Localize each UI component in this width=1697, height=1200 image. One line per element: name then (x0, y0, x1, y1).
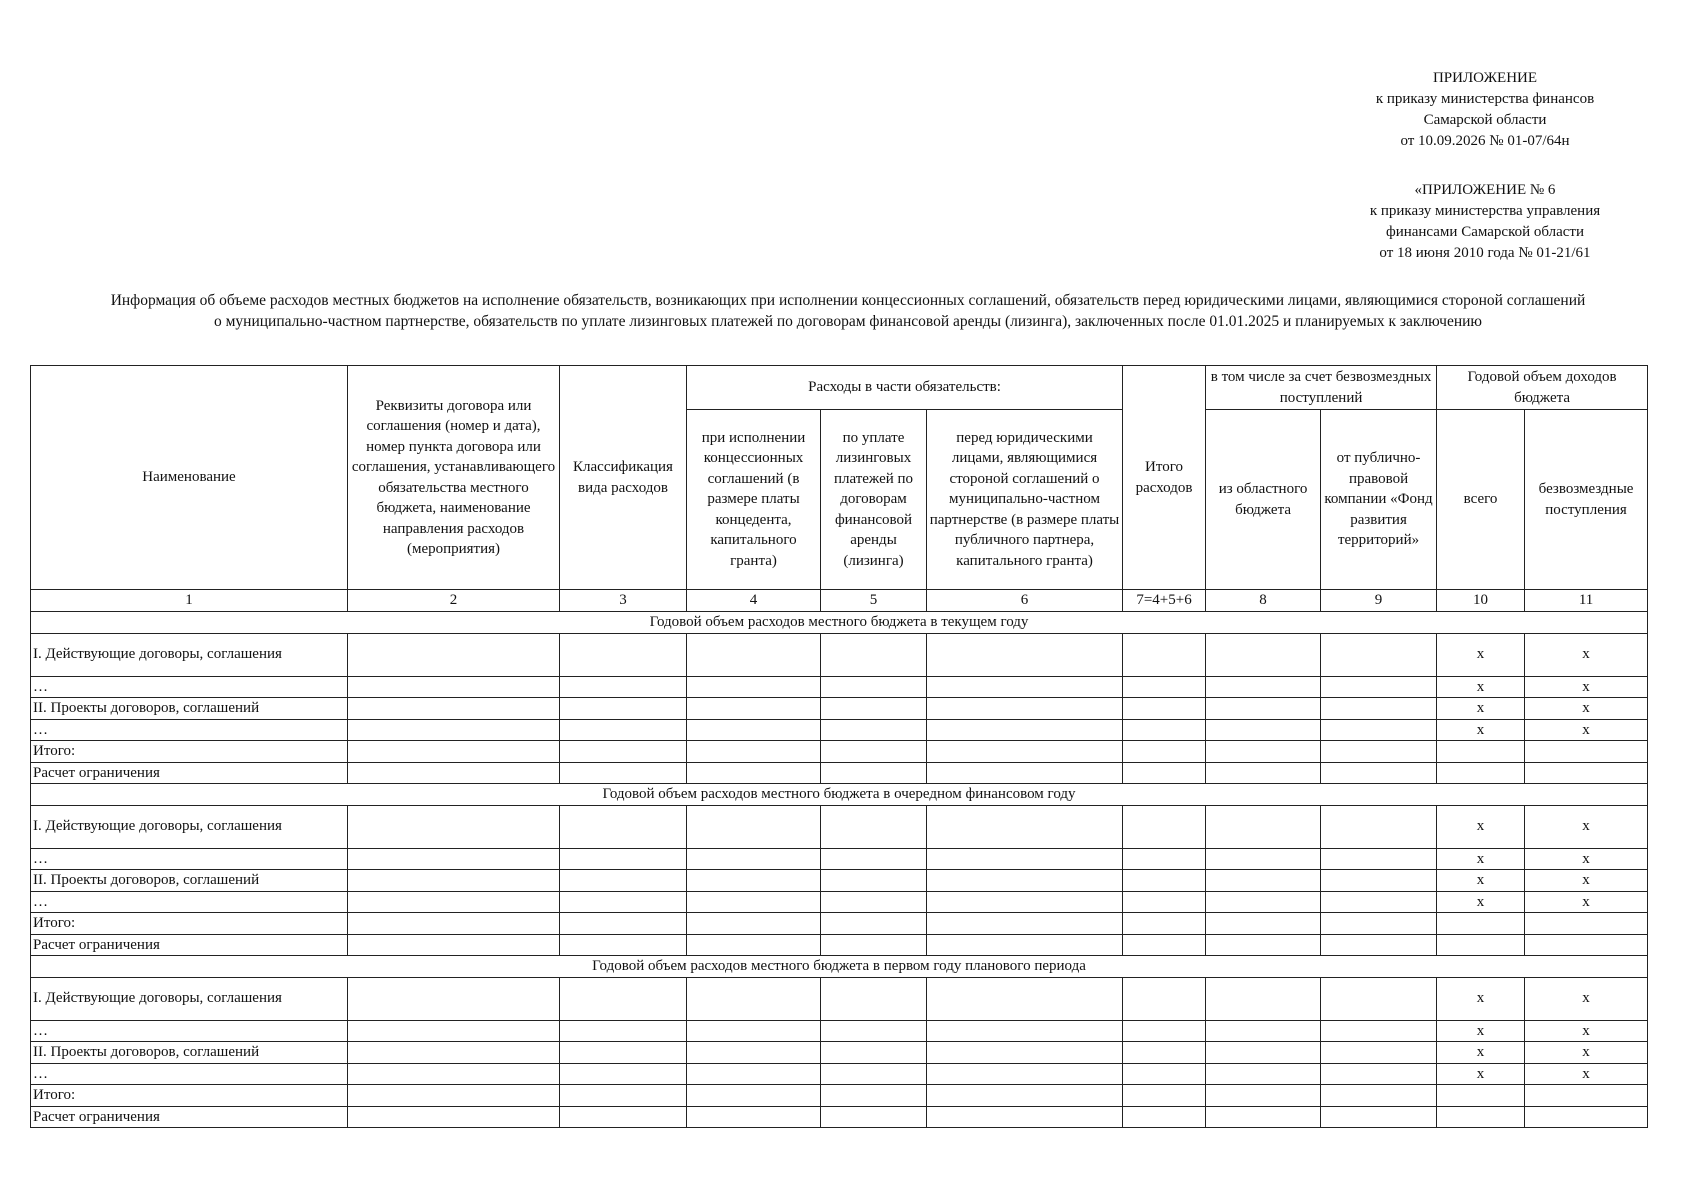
table-cell (348, 870, 560, 892)
table-cell (1321, 676, 1437, 698)
table-cell (1321, 762, 1437, 784)
row-label: … (31, 1063, 348, 1085)
table-cell (1437, 741, 1525, 763)
table-cell (1206, 1063, 1321, 1085)
table-cell (560, 1085, 687, 1107)
table-cell (348, 977, 560, 1020)
row-label: I. Действующие договоры, соглашения (31, 633, 348, 676)
document-title-line: о муниципально-частном партнерстве, обязательств по уплате лизинговых платежей по договорам финансовой аренды (лизинга), заключенных после 01.01.2025 и планируемых к заключению (213, 313, 1483, 330)
table-cell (1206, 934, 1321, 956)
table-cell (348, 1020, 560, 1042)
row-label: Расчет ограничения (31, 762, 348, 784)
table-cell (1321, 1020, 1437, 1042)
table-cell (560, 676, 687, 698)
table-cell (927, 891, 1123, 913)
appendix-original-block (1320, 180, 1650, 264)
table-cell (821, 633, 927, 676)
row-label: I. Действующие договоры, соглашения (31, 805, 348, 848)
column-number: 7=4+5+6 (1123, 590, 1206, 612)
table-row (31, 1085, 1648, 1107)
expenses-table (30, 365, 1648, 1128)
table-row (31, 1063, 1648, 1085)
table-cell (1123, 870, 1206, 892)
table-cell (560, 805, 687, 848)
table-cell (348, 913, 560, 935)
appendix-line: «ПРИЛОЖЕНИЕ № 6 (1414, 182, 1556, 198)
table-row (31, 934, 1648, 956)
table-row (31, 805, 1648, 848)
table-row (31, 762, 1648, 784)
x-mark: x (1437, 719, 1525, 741)
table-cell (687, 633, 821, 676)
table-cell (927, 762, 1123, 784)
table-cell (821, 698, 927, 720)
table-cell (348, 633, 560, 676)
table-cell (927, 676, 1123, 698)
appendix-line: к приказу министерства финансов (1375, 91, 1595, 107)
header-classification: Классификация вида расходов (560, 366, 687, 590)
table-cell (927, 1085, 1123, 1107)
x-mark: x (1437, 698, 1525, 720)
table-cell (1123, 977, 1206, 1020)
appendix-current-block (1320, 68, 1650, 152)
table-row (31, 977, 1648, 1020)
header-gratuitous-group: в том числе за счет безвозмездных поступлений (1206, 366, 1437, 410)
table-cell (1206, 698, 1321, 720)
x-mark: x (1437, 633, 1525, 676)
x-mark: x (1437, 848, 1525, 870)
table-cell (1321, 891, 1437, 913)
table-cell (560, 698, 687, 720)
x-mark: x (1437, 676, 1525, 698)
row-label: Расчет ограничения (31, 934, 348, 956)
table-cell (687, 934, 821, 956)
table-cell (1525, 741, 1648, 763)
x-mark: x (1525, 719, 1648, 741)
row-label: Расчет ограничения (31, 1106, 348, 1128)
table-cell (1321, 719, 1437, 741)
table-cell (1206, 762, 1321, 784)
section-title-row (31, 956, 1648, 978)
header-revenue-total: всего (1437, 410, 1525, 590)
appendix-line: финансами Самарской области (1385, 224, 1585, 240)
table-cell (1123, 1085, 1206, 1107)
table-cell (1123, 913, 1206, 935)
table-cell (1123, 633, 1206, 676)
table-row (31, 891, 1648, 913)
table-cell (927, 1063, 1123, 1085)
column-number: 2 (348, 590, 560, 612)
table-cell (1321, 848, 1437, 870)
table-cell (927, 805, 1123, 848)
table-cell (1123, 698, 1206, 720)
table-cell (348, 719, 560, 741)
x-mark: x (1437, 1020, 1525, 1042)
section-title: Годовой объем расходов местного бюджета в очередном финансовом году (31, 784, 1648, 806)
table-cell (1321, 870, 1437, 892)
table-row (31, 741, 1648, 763)
x-mark: x (1437, 977, 1525, 1020)
x-mark: x (1437, 891, 1525, 913)
table-cell (687, 913, 821, 935)
column-number: 8 (1206, 590, 1321, 612)
table-row (31, 633, 1648, 676)
column-number: 6 (927, 590, 1123, 612)
table-cell (1123, 741, 1206, 763)
table-cell (1206, 719, 1321, 741)
table-cell (927, 741, 1123, 763)
header-concession: при исполнении концессионных соглашений (в размере платы концедента, капитального гранта) (687, 410, 821, 590)
table-cell (1321, 977, 1437, 1020)
table-cell (348, 741, 560, 763)
table-cell (821, 891, 927, 913)
table-cell (560, 1042, 687, 1064)
table-row (31, 870, 1648, 892)
table-cell (821, 1020, 927, 1042)
row-label: II. Проекты договоров, соглашений (31, 698, 348, 720)
column-number: 9 (1321, 590, 1437, 612)
table-cell (348, 1042, 560, 1064)
row-label: Итого: (31, 913, 348, 935)
table-cell (1525, 934, 1648, 956)
table-row (31, 913, 1648, 935)
x-mark: x (1525, 1042, 1648, 1064)
table-cell (1321, 805, 1437, 848)
table-cell (821, 719, 927, 741)
x-mark: x (1525, 870, 1648, 892)
table-cell (1525, 1085, 1648, 1107)
table-cell (821, 805, 927, 848)
table-cell (687, 1063, 821, 1085)
table-cell (1525, 1106, 1648, 1128)
row-label: Итого: (31, 741, 348, 763)
table-cell (927, 870, 1123, 892)
column-number: 1 (31, 590, 348, 612)
table-cell (1321, 934, 1437, 956)
document-title (28, 290, 1668, 332)
row-label: … (31, 719, 348, 741)
table-cell (1206, 1106, 1321, 1128)
x-mark: x (1525, 1063, 1648, 1085)
table-row (31, 698, 1648, 720)
column-number: 11 (1525, 590, 1648, 612)
table-cell (821, 1063, 927, 1085)
appendix-line: Самарской области (1423, 112, 1547, 128)
table-cell (348, 848, 560, 870)
table-cell (1206, 1085, 1321, 1107)
table-cell (927, 913, 1123, 935)
table-row (31, 1020, 1648, 1042)
x-mark: x (1525, 805, 1648, 848)
table-cell (927, 633, 1123, 676)
table-cell (1123, 934, 1206, 956)
table-cell (1123, 891, 1206, 913)
table-cell (1123, 1042, 1206, 1064)
table-cell (348, 1063, 560, 1085)
table-cell (821, 934, 927, 956)
table-cell (821, 977, 927, 1020)
table-row (31, 1106, 1648, 1128)
table-cell (821, 913, 927, 935)
table-cell (1321, 1063, 1437, 1085)
table-cell (687, 1085, 821, 1107)
table-cell (348, 676, 560, 698)
table-cell (687, 1020, 821, 1042)
table-cell (1206, 977, 1321, 1020)
table-cell (560, 633, 687, 676)
table-cell (560, 719, 687, 741)
x-mark: x (1437, 870, 1525, 892)
section-title: Годовой объем расходов местного бюджета в текущем году (31, 612, 1648, 634)
row-label: … (31, 676, 348, 698)
table-cell (348, 934, 560, 956)
x-mark: x (1525, 977, 1648, 1020)
table-cell (927, 1042, 1123, 1064)
table-row (31, 676, 1648, 698)
table-cell (687, 719, 821, 741)
table-row (31, 1042, 1648, 1064)
table-cell (1321, 1085, 1437, 1107)
table-cell (348, 891, 560, 913)
table-cell (927, 1020, 1123, 1042)
table-cell (1206, 848, 1321, 870)
header-name: Наименование (31, 366, 348, 590)
table-cell (687, 741, 821, 763)
row-label: I. Действующие договоры, соглашения (31, 977, 348, 1020)
section-title-row (31, 784, 1648, 806)
table-cell (927, 977, 1123, 1020)
appendix-line: от 18 июня 2010 года № 01-21/61 (1379, 245, 1591, 261)
table-row (31, 848, 1648, 870)
table-cell (1206, 676, 1321, 698)
table-cell (821, 1085, 927, 1107)
header-requisites: Реквизиты договора или соглашения (номер и дата), номер пункта договора или соглашения, устанавливающего обязательства местного бюджета, наименование направления расходов (мероприятия) (348, 366, 560, 590)
table-cell (687, 870, 821, 892)
table-cell (560, 870, 687, 892)
table-cell (687, 805, 821, 848)
table-cell (821, 762, 927, 784)
table-cell (821, 1106, 927, 1128)
table-cell (1437, 1085, 1525, 1107)
column-number: 5 (821, 590, 927, 612)
table-cell (927, 698, 1123, 720)
table-cell (560, 762, 687, 784)
table-cell (1437, 934, 1525, 956)
row-label: Итого: (31, 1085, 348, 1107)
section-title-row (31, 612, 1648, 634)
table-cell (927, 719, 1123, 741)
header-revenue-gratuitous: безвозмездные поступления (1525, 410, 1648, 590)
table-cell (1525, 762, 1648, 784)
table-cell (1206, 1042, 1321, 1064)
table-cell (348, 805, 560, 848)
header-regional: из областного бюджета (1206, 410, 1321, 590)
column-number: 3 (560, 590, 687, 612)
table-cell (1321, 913, 1437, 935)
table-cell (1321, 1042, 1437, 1064)
appendix-line: ПРИЛОЖЕНИЕ (1432, 70, 1538, 86)
table-cell (1321, 698, 1437, 720)
table-cell (821, 870, 927, 892)
x-mark: x (1437, 805, 1525, 848)
x-mark: x (1437, 1042, 1525, 1064)
table-cell (1437, 762, 1525, 784)
table-cell (687, 762, 821, 784)
x-mark: x (1525, 633, 1648, 676)
table-cell (1437, 913, 1525, 935)
header-total: Итого расходов (1123, 366, 1206, 590)
x-mark: x (1525, 891, 1648, 913)
table-cell (821, 676, 927, 698)
table-cell (348, 1106, 560, 1128)
table-cell (1123, 1020, 1206, 1042)
table-cell (1206, 741, 1321, 763)
table-cell (560, 934, 687, 956)
table-cell (821, 848, 927, 870)
table-cell (1123, 676, 1206, 698)
header-revenue-group: Годовой объем доходов бюджета (1437, 366, 1648, 410)
table-cell (1123, 848, 1206, 870)
table-cell (1206, 870, 1321, 892)
table-cell (1321, 1106, 1437, 1128)
table-cell (1321, 633, 1437, 676)
table-cell (1123, 762, 1206, 784)
table-cell (687, 698, 821, 720)
table-cell (687, 1042, 821, 1064)
appendix-line: от 10.09.2026 № 01-07/64н (1400, 133, 1570, 149)
table-cell (560, 1020, 687, 1042)
table-cell (687, 1106, 821, 1128)
header-obligations-group: Расходы в части обязательств: (687, 366, 1123, 410)
row-label: … (31, 891, 348, 913)
table-cell (1437, 1106, 1525, 1128)
header-fund: от публично-правовой компании «Фонд развития территорий» (1321, 410, 1437, 590)
table-cell (560, 977, 687, 1020)
table-cell (687, 977, 821, 1020)
table-cell (687, 891, 821, 913)
x-mark: x (1525, 848, 1648, 870)
table-cell (1206, 891, 1321, 913)
table-cell (348, 698, 560, 720)
table-cell (348, 1085, 560, 1107)
column-number: 4 (687, 590, 821, 612)
table-cell (1206, 1020, 1321, 1042)
table-cell (1123, 805, 1206, 848)
column-number: 10 (1437, 590, 1525, 612)
table-cell (348, 762, 560, 784)
section-title: Годовой объем расходов местного бюджета в первом году планового периода (31, 956, 1648, 978)
table-cell (1321, 741, 1437, 763)
row-label: II. Проекты договоров, соглашений (31, 1042, 348, 1064)
table-cell (1525, 913, 1648, 935)
x-mark: x (1525, 1020, 1648, 1042)
table-cell (821, 741, 927, 763)
row-label: II. Проекты договоров, соглашений (31, 870, 348, 892)
table-cell (1206, 805, 1321, 848)
row-label: … (31, 1020, 348, 1042)
table-cell (927, 1106, 1123, 1128)
x-mark: x (1525, 676, 1648, 698)
table-cell (560, 741, 687, 763)
table-cell (821, 1042, 927, 1064)
table-row (31, 719, 1648, 741)
table-cell (1123, 1106, 1206, 1128)
appendix-line: к приказу министерства управления (1369, 203, 1601, 219)
x-mark: x (1525, 698, 1648, 720)
header-legal-entities: перед юридическими лицами, являющимися стороной соглашений о муниципально-частном партнерстве (в размере платы публичного партнера, капитального гранта) (927, 410, 1123, 590)
row-label: … (31, 848, 348, 870)
header-leasing: по уплате лизинговых платежей по договорам финансовой аренды (лизинга) (821, 410, 927, 590)
x-mark: x (1437, 1063, 1525, 1085)
table-cell (687, 676, 821, 698)
document-title-line: Информация об объеме расходов местных бюджетов на исполнение обязательств, возникающих при исполнении концессионных соглашений, обязательств перед юридическими лицами, являющимися стороной соглашений (110, 292, 1586, 309)
table-cell (927, 934, 1123, 956)
table-cell (1123, 719, 1206, 741)
table-cell (560, 1106, 687, 1128)
table-cell (927, 848, 1123, 870)
table-cell (560, 1063, 687, 1085)
table-cell (687, 848, 821, 870)
table-cell (560, 891, 687, 913)
table-cell (1123, 1063, 1206, 1085)
column-numbers-row (31, 590, 1648, 612)
table-cell (560, 913, 687, 935)
table-cell (560, 848, 687, 870)
table-cell (1206, 633, 1321, 676)
table-cell (1206, 913, 1321, 935)
